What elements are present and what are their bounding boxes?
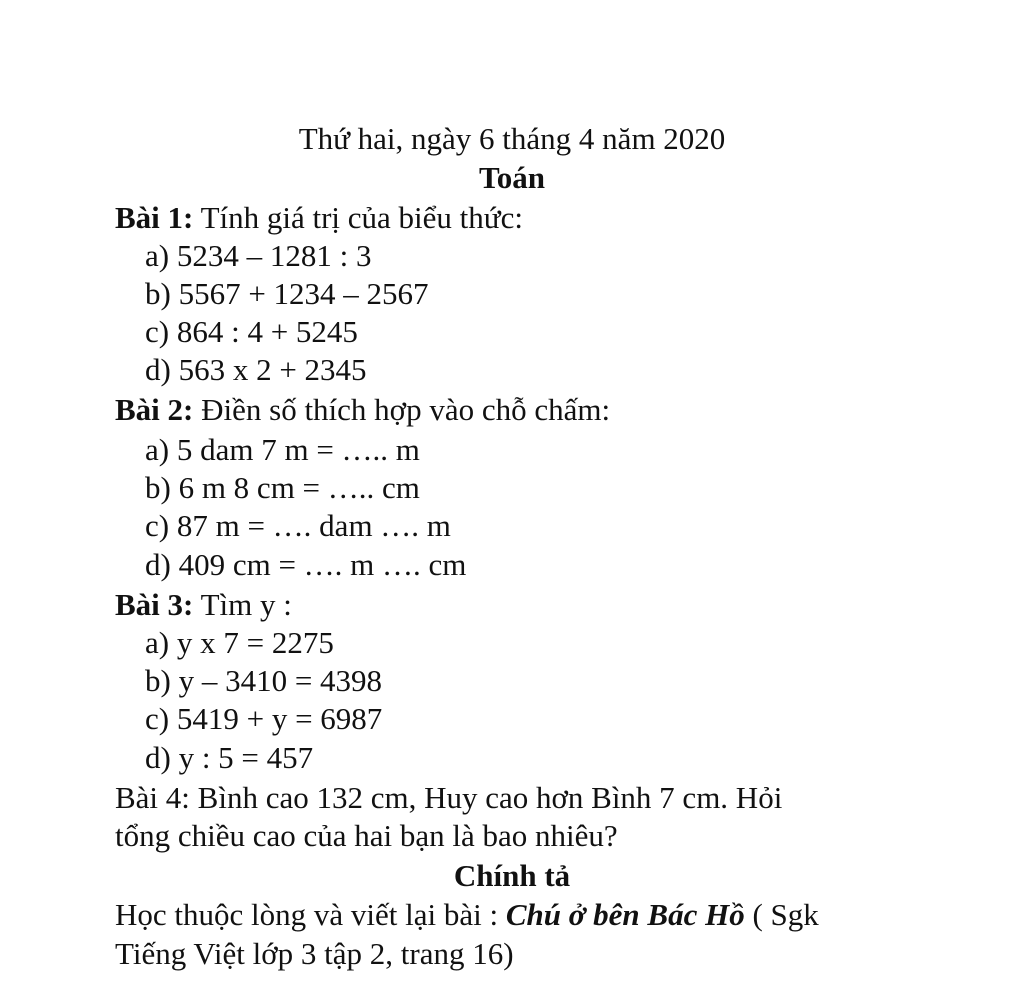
exercise-4-line-1: Bài 4: Bình cao 132 cm, Huy cao hơn Bình 7 cm. Hỏi — [115, 780, 783, 815]
exercise-2-item-b: b) 6 m 8 cm = ….. cm — [145, 470, 420, 505]
exercise-4-line-2: tổng chiều cao của hai bạn là bao nhiêu? — [115, 818, 618, 853]
exercise-2-instruction: Điền số thích hợp vào chỗ chấm: — [193, 392, 611, 427]
subject-title-spelling: Chính tả — [453, 858, 571, 893]
spelling-poem-title: Chú ở bên Bác Hồ — [505, 897, 745, 932]
exercise-3-heading — [115, 586, 292, 624]
exercise-3-item-d: d) y : 5 = 457 — [145, 740, 314, 775]
exercise-2-heading — [115, 391, 610, 429]
exercise-3-item-c: c) 5419 + y = 6987 — [145, 701, 383, 736]
spelling-instruction-line-2: Tiếng Việt lớp 3 tập 2, trang 16) — [115, 936, 514, 971]
subject-title-math: Toán — [478, 160, 546, 195]
exercise-2-item-c: c) 87 m = …. dam …. m — [145, 508, 451, 543]
exercise-2-item-d: d) 409 cm = …. m …. cm — [145, 547, 467, 582]
exercise-1-label: Bài 1: — [115, 200, 194, 235]
spelling-instruction-line-1 — [115, 896, 819, 934]
exercise-3-instruction: Tìm y : — [193, 587, 292, 622]
exercise-1-item-c: c) 864 : 4 + 5245 — [145, 314, 358, 349]
exercise-2-item-a: a) 5 dam 7 m = ….. m — [145, 432, 420, 467]
exercise-3-item-b: b) y – 3410 = 4398 — [145, 663, 383, 698]
exercise-3-item-a: a) y x 7 = 2275 — [145, 625, 334, 660]
exercise-1-heading — [115, 199, 523, 237]
exercise-1-item-a: a) 5234 – 1281 : 3 — [145, 238, 372, 273]
exercise-1-item-d: d) 563 x 2 + 2345 — [145, 352, 367, 387]
spelling-instruction-suffix: ( Sgk — [744, 897, 819, 932]
exercise-3-label: Bài 3: — [115, 587, 194, 622]
exercise-2-label: Bài 2: — [115, 392, 194, 427]
spelling-instruction-prefix: Học thuộc lòng và viết lại bài : — [115, 897, 506, 932]
exercise-1-instruction: Tính giá trị của biểu thức: — [193, 200, 523, 235]
date-heading: Thứ hai, ngày 6 tháng 4 năm 2020 — [298, 121, 726, 156]
exercise-1-item-b: b) 5567 + 1234 – 2567 — [145, 276, 429, 311]
